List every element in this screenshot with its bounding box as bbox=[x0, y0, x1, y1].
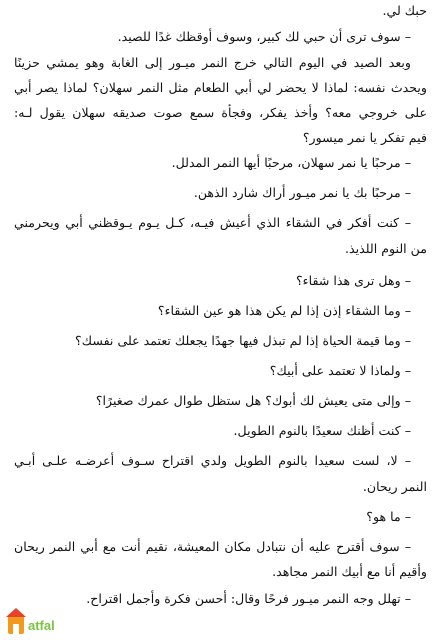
text-line: فيم تفكر يا نمر ميسور؟ bbox=[302, 130, 427, 145]
roof-icon bbox=[6, 608, 26, 617]
text-line: النمر ريحان. bbox=[362, 479, 427, 494]
text-line: – سوف ترى أن حبي لك كبير، وسوف أوقظك غدًا للصيد. bbox=[117, 29, 411, 44]
text-line: حبك لي. bbox=[382, 3, 427, 18]
text-line: ويحدث نفسه: لماذا لا يحضر لي أبي الطعام مثل النمر سهلان؟ لماذا يصر أبي bbox=[14, 80, 427, 95]
text-line: – ما هو؟ bbox=[366, 509, 411, 524]
text-line: – ولماذا لا تعتمد على أبيك؟ bbox=[269, 363, 411, 378]
text-line: – وما الشقاء إذن إذا لم يكن هذا هو عين الشقاء؟ bbox=[157, 303, 411, 318]
text-line: وأقيم أنا مع أبيك النمر مجاهد. bbox=[272, 564, 427, 579]
text-line: – وما قيمة الحياة إذا لم تبذل فيها جهدًا يجعلك تعتمد على نفسك؟ bbox=[75, 333, 411, 348]
text-line: – لا، لست سعيدا بالنوم الطويل ولدي اقتراح سـوف أعرضـه علـى أبـي bbox=[14, 453, 411, 468]
logo-text: atfal bbox=[28, 618, 55, 633]
text-line: وبعد الصيد في اليوم التالي خرج النمر ميـور إلى الغابة وهو يمشي حزينًا bbox=[14, 55, 411, 70]
text-line: – وإلى متى يعيش لك أبوك؟ هل ستظل طوال عمرك صغيرًا؟ bbox=[95, 393, 411, 408]
text-line: من النوم اللذيذ. bbox=[344, 241, 427, 256]
text-line: – مرحبًا يا نمر سهلان، مرحبًا أيها النمر المدلل. bbox=[171, 155, 411, 170]
document-page bbox=[8, 0, 433, 606]
text-line: – وهل ترى هذا شقاء؟ bbox=[296, 273, 411, 288]
text-line: على خروجي معه؟ وأخذ يفكر، وفجأة سمع صوت صديقه سهلان يقول لـه: bbox=[14, 105, 427, 120]
site-logo bbox=[6, 606, 76, 636]
text-line: – كنت أفكر في الشقاء الذي أعيش فيـه، كـل يـوم يـوقظني أبي ويحرمني bbox=[14, 215, 411, 230]
text-line: – مرحبًا بك يا نمر ميـور أراك شارد الذهن. bbox=[193, 185, 411, 200]
text-line: – تهلل وجه النمر ميـور فرحًا وقال: أحسن فكرة وأجمل اقتراح. bbox=[86, 591, 411, 606]
door-icon bbox=[13, 624, 19, 634]
text-line: – كنت أظنك سعيدًا بالنوم الطويل. bbox=[233, 423, 411, 438]
text-line: – سوف أقترح عليه أن نتبادل مكان المعيشة، نقيم أنت مع أبي النمر ريحان bbox=[14, 539, 411, 554]
